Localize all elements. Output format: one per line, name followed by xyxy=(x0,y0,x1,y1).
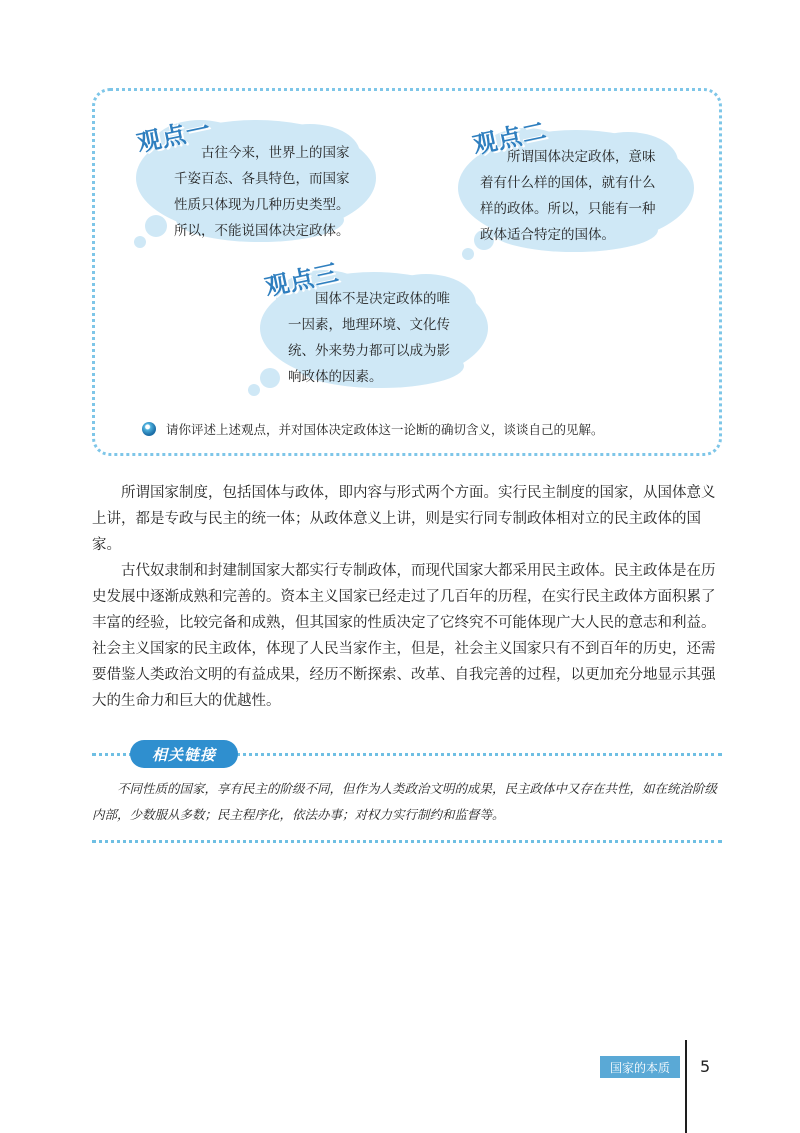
viewpoint-line: 着有什么样的国体，就有什么 xyxy=(480,175,656,191)
viewpoint-title-2: 观点二 xyxy=(470,116,550,160)
viewpoint-line: 政体适合特定的国体。 xyxy=(480,227,615,243)
related-link-rule-bottom xyxy=(92,840,722,843)
viewpoint-line: 统、外来势力都可以成为影 xyxy=(288,343,450,359)
body-paragraph-1: 所谓国家制度，包括国体与政体，即内容与形式两个方面。实行民主制度的国家，从国体意义上讲，都是专政与民主的统一体；从政体意义上讲，则是实行同专制政体相对立的民主政体的国家。 xyxy=(92,485,716,553)
viewpoint-line: 性质只体现为几种历史类型。 xyxy=(174,197,350,213)
viewpoint-text-1 xyxy=(174,140,384,244)
bullet-globe-icon xyxy=(142,422,156,436)
viewpoint-title-3: 观点三 xyxy=(262,258,342,302)
viewpoint-line: 国体不是决定政体的唯 xyxy=(315,291,450,307)
viewpoint-line: 样的政体。所以，只能有一种 xyxy=(480,201,656,217)
viewpoint-cloud-1 xyxy=(120,108,380,250)
section-tab: 国家的本质 xyxy=(600,1056,680,1078)
related-link-text: 不同性质的国家，享有民主的阶级不同，但作为人类政治文明的成果，民主政体中又存在共性，如在统治阶级内部，少数服从多数；民主程序化，依法办事；对权力实行制约和监督等。 xyxy=(92,781,718,822)
viewpoint-line: 千姿百态、各具特色，而国家 xyxy=(174,171,350,187)
footer-divider xyxy=(685,1040,687,1133)
viewpoint-cloud-2 xyxy=(450,118,700,260)
viewpoint-text-2 xyxy=(480,144,695,248)
viewpoint-line: 所谓国体决定政体，意味 xyxy=(507,149,656,165)
discussion-prompt-text: 请你评述上述观点，并对国体决定政体这一论断的确切含义，谈谈自己的见解。 xyxy=(166,422,604,437)
viewpoint-line: 古往今来，世界上的国家 xyxy=(201,145,350,161)
related-link-label: 相关链接 xyxy=(130,740,238,768)
main-body xyxy=(92,480,722,714)
viewpoint-line: 所以，不能说国体决定政体。 xyxy=(174,223,350,239)
viewpoint-cloud-3 xyxy=(240,260,490,402)
viewpoint-text-3 xyxy=(288,286,488,390)
body-paragraph-2: 古代奴隶制和封建制国家大都实行专制政体，而现代国家大都采用民主政体。民主政体是在历史发展中逐渐成熟和完善的。资本主义国家已经走过了几百年的历程，在实行民主政体方面积累了丰富的经验，比较完备和成熟，但其国家的性质决定了它终究不可能体现广大人民的意志和利益。社会主义国家的民主政体，体现了人民当家作主，但是，社会主义国家只有不到百年的历史，还需要借鉴人类政治文明的有益成果，经历不断探索、改革、自我完善的过程，以更加充分地显示其强大的生命力和巨大的优越性。 xyxy=(92,563,716,709)
viewpoint-line: 响政体的因素。 xyxy=(288,369,383,385)
page-number: 5 xyxy=(700,1057,711,1076)
viewpoint-title-1: 观点一 xyxy=(134,114,214,158)
discussion-prompt xyxy=(142,420,712,438)
viewpoint-line: 一因素，地理环境、文化传 xyxy=(288,317,450,333)
